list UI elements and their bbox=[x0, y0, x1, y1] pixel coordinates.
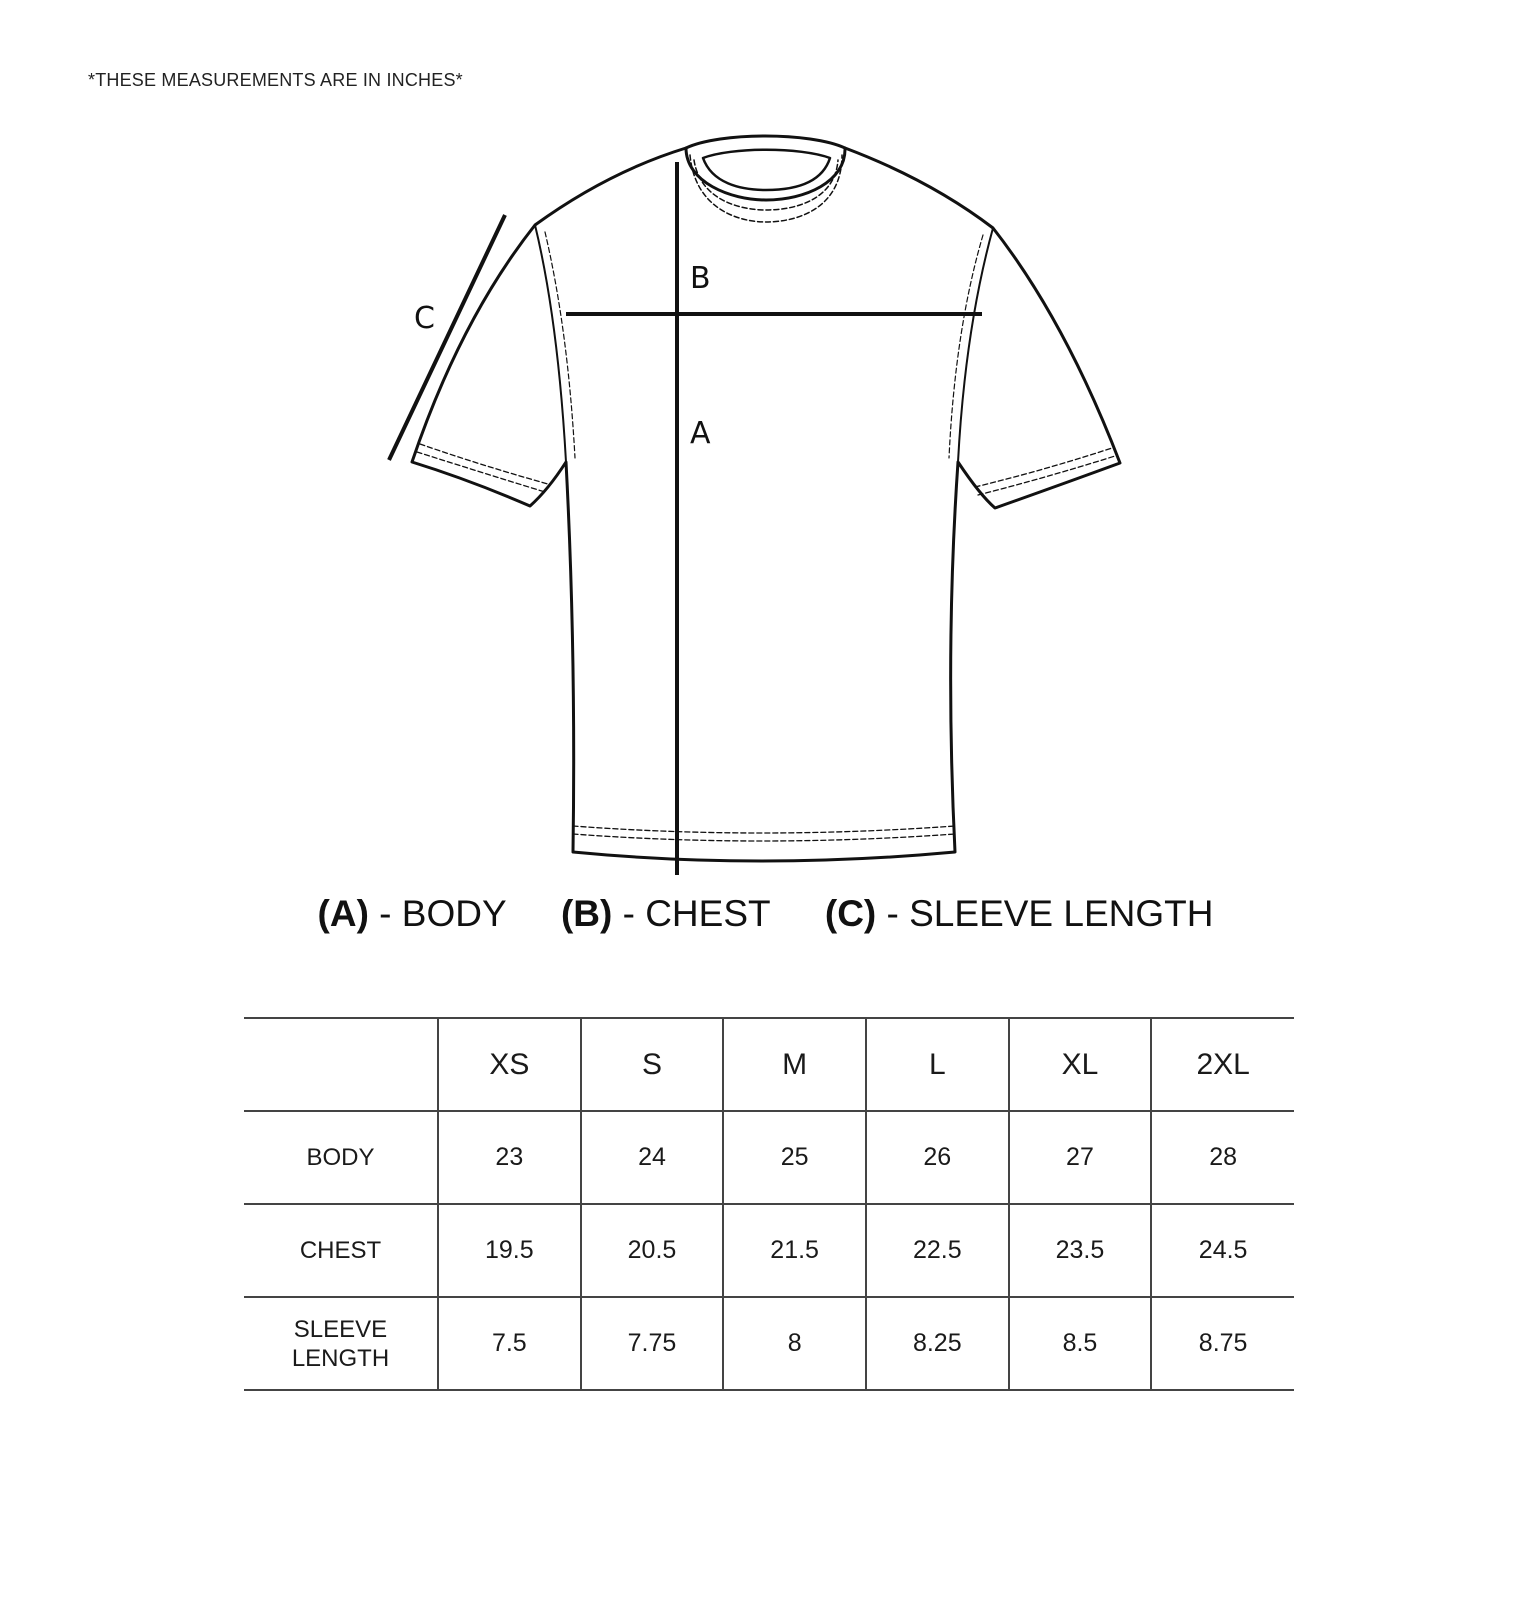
table-cell: 23 bbox=[438, 1111, 581, 1204]
table-cell: 8.75 bbox=[1151, 1297, 1294, 1390]
header-size-2xl: 2XL bbox=[1151, 1018, 1294, 1111]
collar-stitch bbox=[694, 160, 838, 210]
hem-stitch bbox=[573, 826, 955, 833]
table-cell: 19.5 bbox=[438, 1204, 581, 1297]
table-cell: 21.5 bbox=[723, 1204, 866, 1297]
left-shoulder-seam bbox=[535, 225, 566, 462]
table-cell: 20.5 bbox=[581, 1204, 724, 1297]
measurement-legend bbox=[0, 893, 1531, 935]
collar-inner bbox=[703, 150, 830, 190]
row-label-chest: CHEST bbox=[244, 1204, 438, 1297]
measure-line-c bbox=[389, 215, 505, 460]
table-cell: 26 bbox=[866, 1111, 1009, 1204]
header-size-l: L bbox=[866, 1018, 1009, 1111]
table-header-row bbox=[244, 1018, 1294, 1111]
shirt-outline bbox=[412, 148, 1120, 861]
left-sleeve-stitch bbox=[420, 444, 548, 484]
table-cell: 23.5 bbox=[1009, 1204, 1152, 1297]
units-note: *THESE MEASUREMENTS ARE IN INCHES* bbox=[88, 70, 463, 90]
row-label-line-2: LENGTH bbox=[291, 1344, 390, 1372]
table-cell: 8 bbox=[723, 1297, 866, 1390]
table-row bbox=[244, 1204, 1294, 1297]
legend-item-body: (A) - BODY bbox=[317, 893, 507, 934]
table-cell: 8.5 bbox=[1009, 1297, 1152, 1390]
table-cell: 24 bbox=[581, 1111, 724, 1204]
header-size-m: M bbox=[723, 1018, 866, 1111]
header-size-xs: XS bbox=[438, 1018, 581, 1111]
table-cell: 22.5 bbox=[866, 1204, 1009, 1297]
right-sleeve-stitch bbox=[975, 448, 1112, 487]
table-cell: 28 bbox=[1151, 1111, 1294, 1204]
table-cell: 25 bbox=[723, 1111, 866, 1204]
row-label-sleeve-length bbox=[244, 1297, 438, 1390]
table-cell: 7.75 bbox=[581, 1297, 724, 1390]
label-a: A bbox=[690, 416, 711, 451]
header-size-s: S bbox=[581, 1018, 724, 1111]
right-shoulder-stitch bbox=[949, 235, 983, 458]
table-cell: 8.25 bbox=[866, 1297, 1009, 1390]
table-cell: 24.5 bbox=[1151, 1204, 1294, 1297]
label-c: C bbox=[414, 301, 435, 336]
hem-stitch-2 bbox=[573, 834, 955, 841]
row-label-body: BODY bbox=[244, 1111, 438, 1204]
legend-item-sleeve: (C) - SLEEVE LENGTH bbox=[824, 893, 1214, 934]
row-label-line-1: SLEEVE bbox=[293, 1315, 388, 1343]
table-cell: 27 bbox=[1009, 1111, 1152, 1204]
header-empty-cell bbox=[244, 1018, 438, 1111]
left-shoulder-stitch bbox=[545, 232, 575, 458]
table-row bbox=[244, 1111, 1294, 1204]
label-b: B bbox=[690, 261, 711, 296]
table-cell: 7.5 bbox=[438, 1297, 581, 1390]
size-chart-table bbox=[244, 1017, 1294, 1391]
legend-item-chest: (B) - CHEST bbox=[560, 893, 771, 934]
header-size-xl: XL bbox=[1009, 1018, 1152, 1111]
table-row bbox=[244, 1297, 1294, 1390]
